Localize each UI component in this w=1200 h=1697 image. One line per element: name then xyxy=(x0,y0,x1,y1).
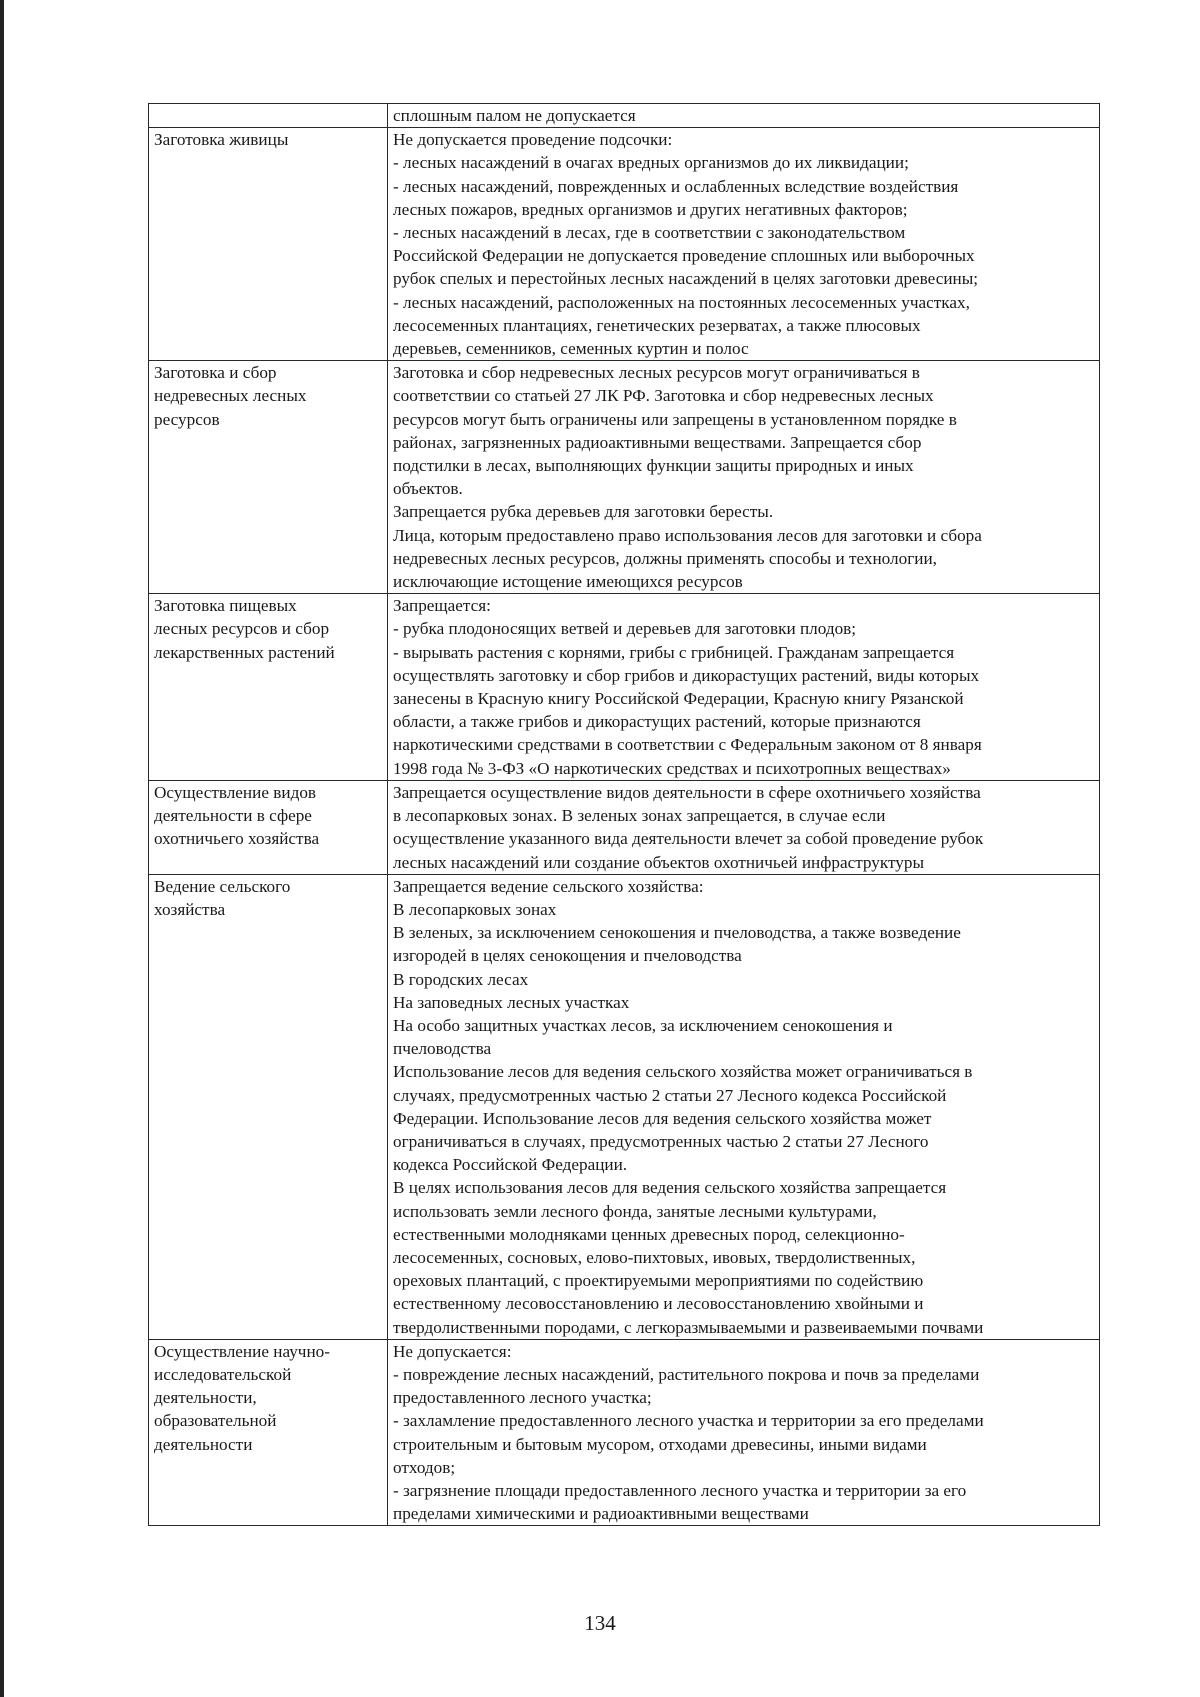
restrictions-table-body xyxy=(149,104,1100,1526)
rule-line: районах, загрязненных радиоактивными веществами. Запрещается сбор xyxy=(393,432,922,452)
rule-line: строительным и бытовым мусором, отходами древесины, иными видами xyxy=(393,1434,927,1454)
activity-cell xyxy=(149,128,388,361)
rule-line: изгородей в целях сенокощения и пчеловодства xyxy=(393,946,742,966)
activity-line: Заготовка и сбор xyxy=(154,363,277,383)
restrictions-table xyxy=(148,103,1100,1526)
rule-line: На заповедных лесных участках xyxy=(393,992,630,1012)
rule-line: наркотическими средствами в соответствии с Федеральным законом от 8 января xyxy=(393,735,982,755)
rule-line: рубок спелых и перестойных лесных насаждений в целях заготовки древесины; xyxy=(393,269,979,289)
rules-cell xyxy=(388,128,1100,361)
activity-line: лекарственных растений xyxy=(154,642,335,662)
rule-line: - рубка плодоносящих ветвей и деревьев для заготовки плодов; xyxy=(393,619,857,639)
table-row xyxy=(149,128,1100,361)
rule-line: - лесных насаждений в очагах вредных организмов до их ликвидации; xyxy=(393,153,909,173)
rule-line: Заготовка и сбор недревесных лесных ресурсов могут ограничиваться в xyxy=(393,363,920,383)
rule-line: лесосеменных плантациях, генетических резерватах, а также плюсовых xyxy=(393,315,921,335)
scan-edge xyxy=(0,0,4,1697)
activity-line: Осуществление научно- xyxy=(154,1341,330,1361)
rule-line: использовать земли лесного фонда, занятые лесными культурами, xyxy=(393,1201,877,1221)
rule-line: ресурсов могут быть ограничены или запрещены в установленном порядке в xyxy=(393,409,957,429)
rule-line: - лесных насаждений в лесах, где в соответствии с законодательством xyxy=(393,223,906,243)
rule-line: Запрещается рубка деревьев для заготовки бересты. xyxy=(393,502,774,522)
rule-line: ореховых плантаций, с проектируемыми мероприятиями по содействию xyxy=(393,1271,924,1291)
rules-cell xyxy=(388,1339,1100,1526)
rule-line: - вырывать растения с корнями, грибы с грибницей. Гражданам запрещается xyxy=(393,642,955,662)
activity-line: Заготовка пищевых xyxy=(154,596,297,616)
rule-line: В городских лесах xyxy=(393,969,529,989)
rule-line: случаях, предусмотренных частью 2 статьи 27 Лесного кодекса Российской xyxy=(393,1085,947,1105)
rule-line: В целях использования лесов для ведения сельского хозяйства запрещается xyxy=(393,1178,947,1198)
rule-line: - загрязнение площади предоставленного лесного участка и территории за его xyxy=(393,1480,967,1500)
rule-line: естественными молодняками ценных древесных пород, селекционно- xyxy=(393,1224,905,1244)
rule-line: соответствии со статьей 27 ЛК РФ. Заготовка и сбор недревесных лесных xyxy=(393,386,934,406)
rule-line: В лесопарковых зонах xyxy=(393,899,557,919)
activity-cell xyxy=(149,104,388,128)
table-row xyxy=(149,104,1100,128)
rule-line: естественному лесовосстановлению и лесовосстановлению хвойными и xyxy=(393,1294,924,1314)
activity-line: Ведение сельского xyxy=(154,876,291,896)
rule-line: кодекса Российской Федерации. xyxy=(393,1155,628,1175)
rule-line: пределами химическими и радиоактивными веществами xyxy=(393,1504,809,1524)
rules-cell xyxy=(388,104,1100,128)
table-row xyxy=(149,780,1100,874)
rule-line: Российской Федерации не допускается проведение сплошных или выборочных xyxy=(393,246,975,266)
activity-line: хозяйства xyxy=(154,899,226,919)
rule-line: лесных пожаров, вредных организмов и других негативных факторов; xyxy=(393,199,908,219)
activity-line: Заготовка живицы xyxy=(154,130,289,150)
rule-line: деревьев, семенников, семенных куртин и полос xyxy=(393,339,749,359)
rule-line: Запрещается осуществление видов деятельности в сфере охотничьего хозяйства xyxy=(393,782,981,802)
table-row xyxy=(149,594,1100,781)
rule-line: - лесных насаждений, расположенных на постоянных лесосеменных участках, xyxy=(393,292,970,312)
activity-line: исследовательской xyxy=(154,1364,292,1384)
rule-line: области, а также грибов и дикорастущих растений, которые признаются xyxy=(393,712,921,732)
activity-line: образовательной xyxy=(154,1411,277,1431)
activity-line: недревесных лесных xyxy=(154,386,307,406)
activity-line: Осуществление видов xyxy=(154,782,317,802)
activity-line: деятельности, xyxy=(154,1388,257,1408)
table-row xyxy=(149,874,1100,1339)
rule-line: в лесопарковых зонах. В зеленых зонах запрещается, в случае если xyxy=(393,806,886,826)
rule-line: ограничиваться в случаях, предусмотренных частью 2 статьи 27 Лесного xyxy=(393,1131,929,1151)
rule-line: подстилки в лесах, выполняющих функции защиты природных и иных xyxy=(393,456,914,476)
rule-line: Не допускается: xyxy=(393,1341,512,1361)
rule-line: занесены в Красную книгу Российской Федерации, Красную книгу Рязанской xyxy=(393,689,964,709)
rules-cell xyxy=(388,874,1100,1339)
rule-line: осуществление указанного вида деятельности влечет за собой проведение рубок xyxy=(393,829,984,849)
rules-cell xyxy=(388,361,1100,594)
activity-cell xyxy=(149,780,388,874)
rule-line: Лица, которым предоставлено право использования лесов для заготовки и сбора xyxy=(393,525,982,545)
table-row xyxy=(149,1339,1100,1526)
activity-line: деятельности xyxy=(154,1434,253,1454)
rule-line: лесосеменных, сосновых, елово-пихтовых, ивовых, твердолиственных, xyxy=(393,1247,916,1267)
activity-line: ресурсов xyxy=(154,409,220,429)
rules-cell xyxy=(388,594,1100,781)
rule-line: пчеловодства xyxy=(393,1039,492,1059)
rule-line: объектов. xyxy=(393,479,463,499)
activity-line: деятельности в сфере xyxy=(154,806,312,826)
rule-line: На особо защитных участках лесов, за исключением сенокошения и xyxy=(393,1015,893,1035)
activity-cell xyxy=(149,594,388,781)
rule-line: предоставленного лесного участка; xyxy=(393,1388,652,1408)
table-row xyxy=(149,361,1100,594)
rules-cell xyxy=(388,780,1100,874)
rule-line: 1998 года № 3-ФЗ «О наркотических средствах и психотропных веществах» xyxy=(393,758,951,778)
rule-line: В зеленых, за исключением сенокошения и пчеловодства, а также возведение xyxy=(393,923,961,943)
rule-line: Не допускается проведение подсочки: xyxy=(393,130,673,150)
activity-line: лесных ресурсов и сбор xyxy=(154,619,330,639)
activity-cell xyxy=(149,874,388,1339)
rule-line: лесных насаждений или создание объектов охотничьей инфраструктуры xyxy=(393,852,925,872)
rule-line: - захламление предоставленного лесного участка и территории за его пределами xyxy=(393,1411,984,1431)
rule-line: Использование лесов для ведения сельского хозяйства может ограничиваться в xyxy=(393,1062,973,1082)
rule-line: - повреждение лесных насаждений, растительного покрова и почв за пределами xyxy=(393,1364,980,1384)
rule-line: недревесных лесных ресурсов, должны применять способы и технологии, xyxy=(393,548,937,568)
activity-line: охотничьего хозяйства xyxy=(154,829,320,849)
rule-line: - лесных насаждений, поврежденных и ослабленных вследствие воздействия xyxy=(393,176,959,196)
activity-cell xyxy=(149,361,388,594)
rule-line: осуществлять заготовку и сбор грибов и дикорастущих растений, виды которых xyxy=(393,665,980,685)
rule-line: Запрещается: xyxy=(393,596,491,616)
rule-line: отходов; xyxy=(393,1457,456,1477)
page-number: 134 xyxy=(584,1611,616,1635)
rule-line: твердолиственными породами, с легкоразмываемыми и развеиваемыми почвами xyxy=(393,1317,984,1337)
rule-line: Федерации. Использование лесов для ведения сельского хозяйства может xyxy=(393,1108,932,1128)
rule-line: сплошным палом не допускается xyxy=(393,106,636,125)
rule-line: исключающие истощение имеющихся ресурсов xyxy=(393,572,743,592)
activity-cell xyxy=(149,1339,388,1526)
rule-line: Запрещается ведение сельского хозяйства: xyxy=(393,876,704,896)
